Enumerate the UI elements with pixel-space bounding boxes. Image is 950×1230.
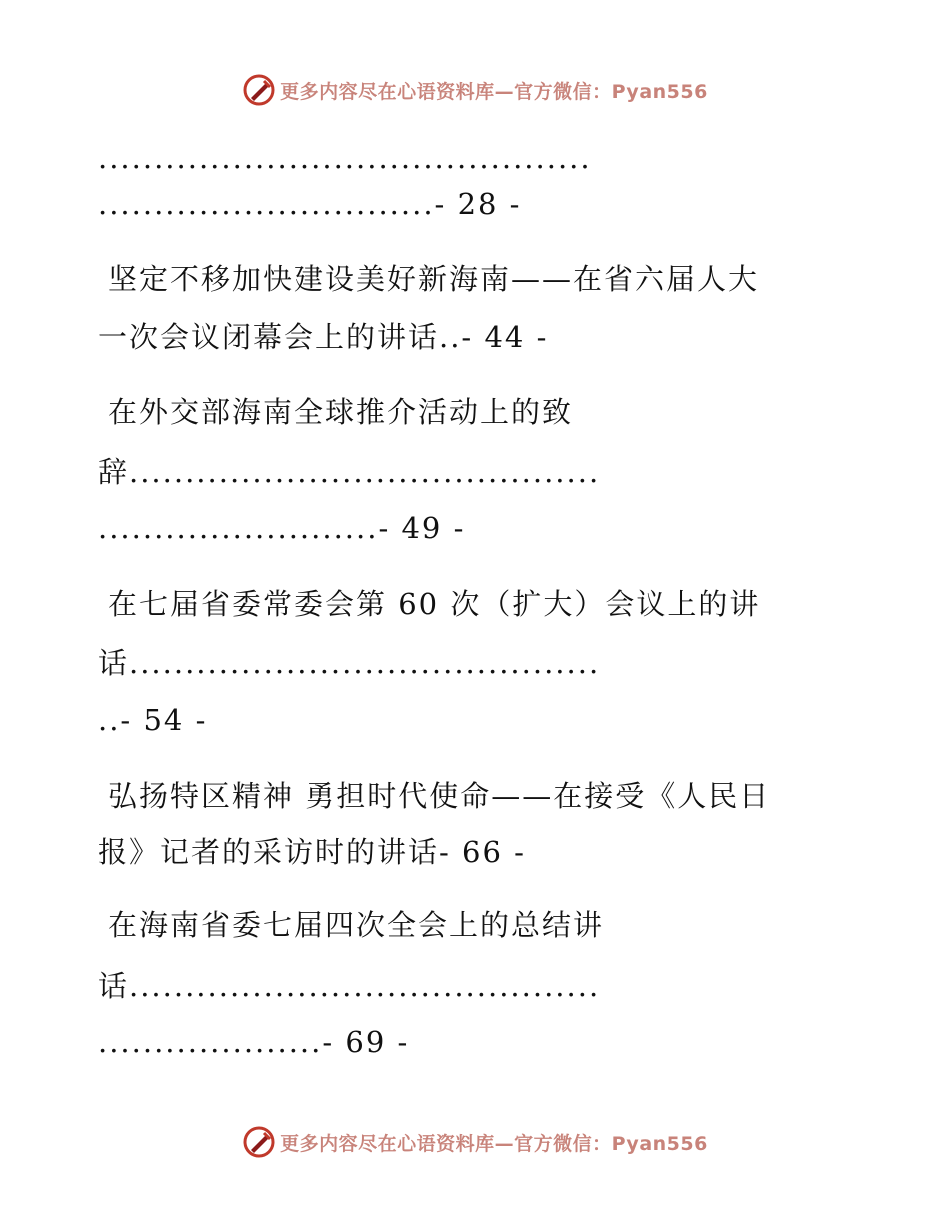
toc-entry-title: 在外交部海南全球推介活动上的致 bbox=[108, 395, 574, 429]
toc-entry-title-cont: 辞.......................................... bbox=[98, 455, 601, 489]
pen-logo-icon bbox=[242, 73, 276, 107]
toc-page-ref: ..............................- 28 - bbox=[98, 187, 522, 221]
footer-banner bbox=[0, 1122, 950, 1162]
toc-entry-title: 在海南省委七届四次全会上的总结讲 bbox=[108, 908, 605, 942]
pen-logo-icon bbox=[242, 1125, 276, 1159]
toc-entry-title: 在七届省委常委会第 60 次（扩大）会议上的讲 bbox=[108, 587, 761, 621]
footer-text: 更多内容尽在心语资料库—官方微信：Pyan556 bbox=[280, 1132, 708, 1155]
toc-leader-dots: ............................................ bbox=[98, 141, 592, 175]
toc-entry-title: 弘扬特区精神 勇担时代使命——在接受《人民日 bbox=[108, 779, 771, 813]
toc-entry-title-cont: 报》记者的采访时的讲话- 66 - bbox=[98, 835, 526, 869]
header-text: 更多内容尽在心语资料库—官方微信：Pyan556 bbox=[280, 80, 708, 103]
toc-entry-title: 坚定不移加快建设美好新海南——在省六届人大 bbox=[108, 262, 760, 296]
toc-entry-title-cont: 话.......................................... bbox=[98, 969, 601, 1003]
header-banner bbox=[0, 70, 950, 110]
toc-page-ref: ..- 54 - bbox=[98, 703, 208, 737]
toc-page-ref: .........................- 49 - bbox=[98, 511, 466, 545]
toc-entry-title-cont: 一次会议闭幕会上的讲话..- 44 - bbox=[98, 320, 549, 354]
toc-page-ref: ....................- 69 - bbox=[98, 1025, 410, 1059]
toc-entry-title-cont: 话.......................................... bbox=[98, 646, 601, 680]
